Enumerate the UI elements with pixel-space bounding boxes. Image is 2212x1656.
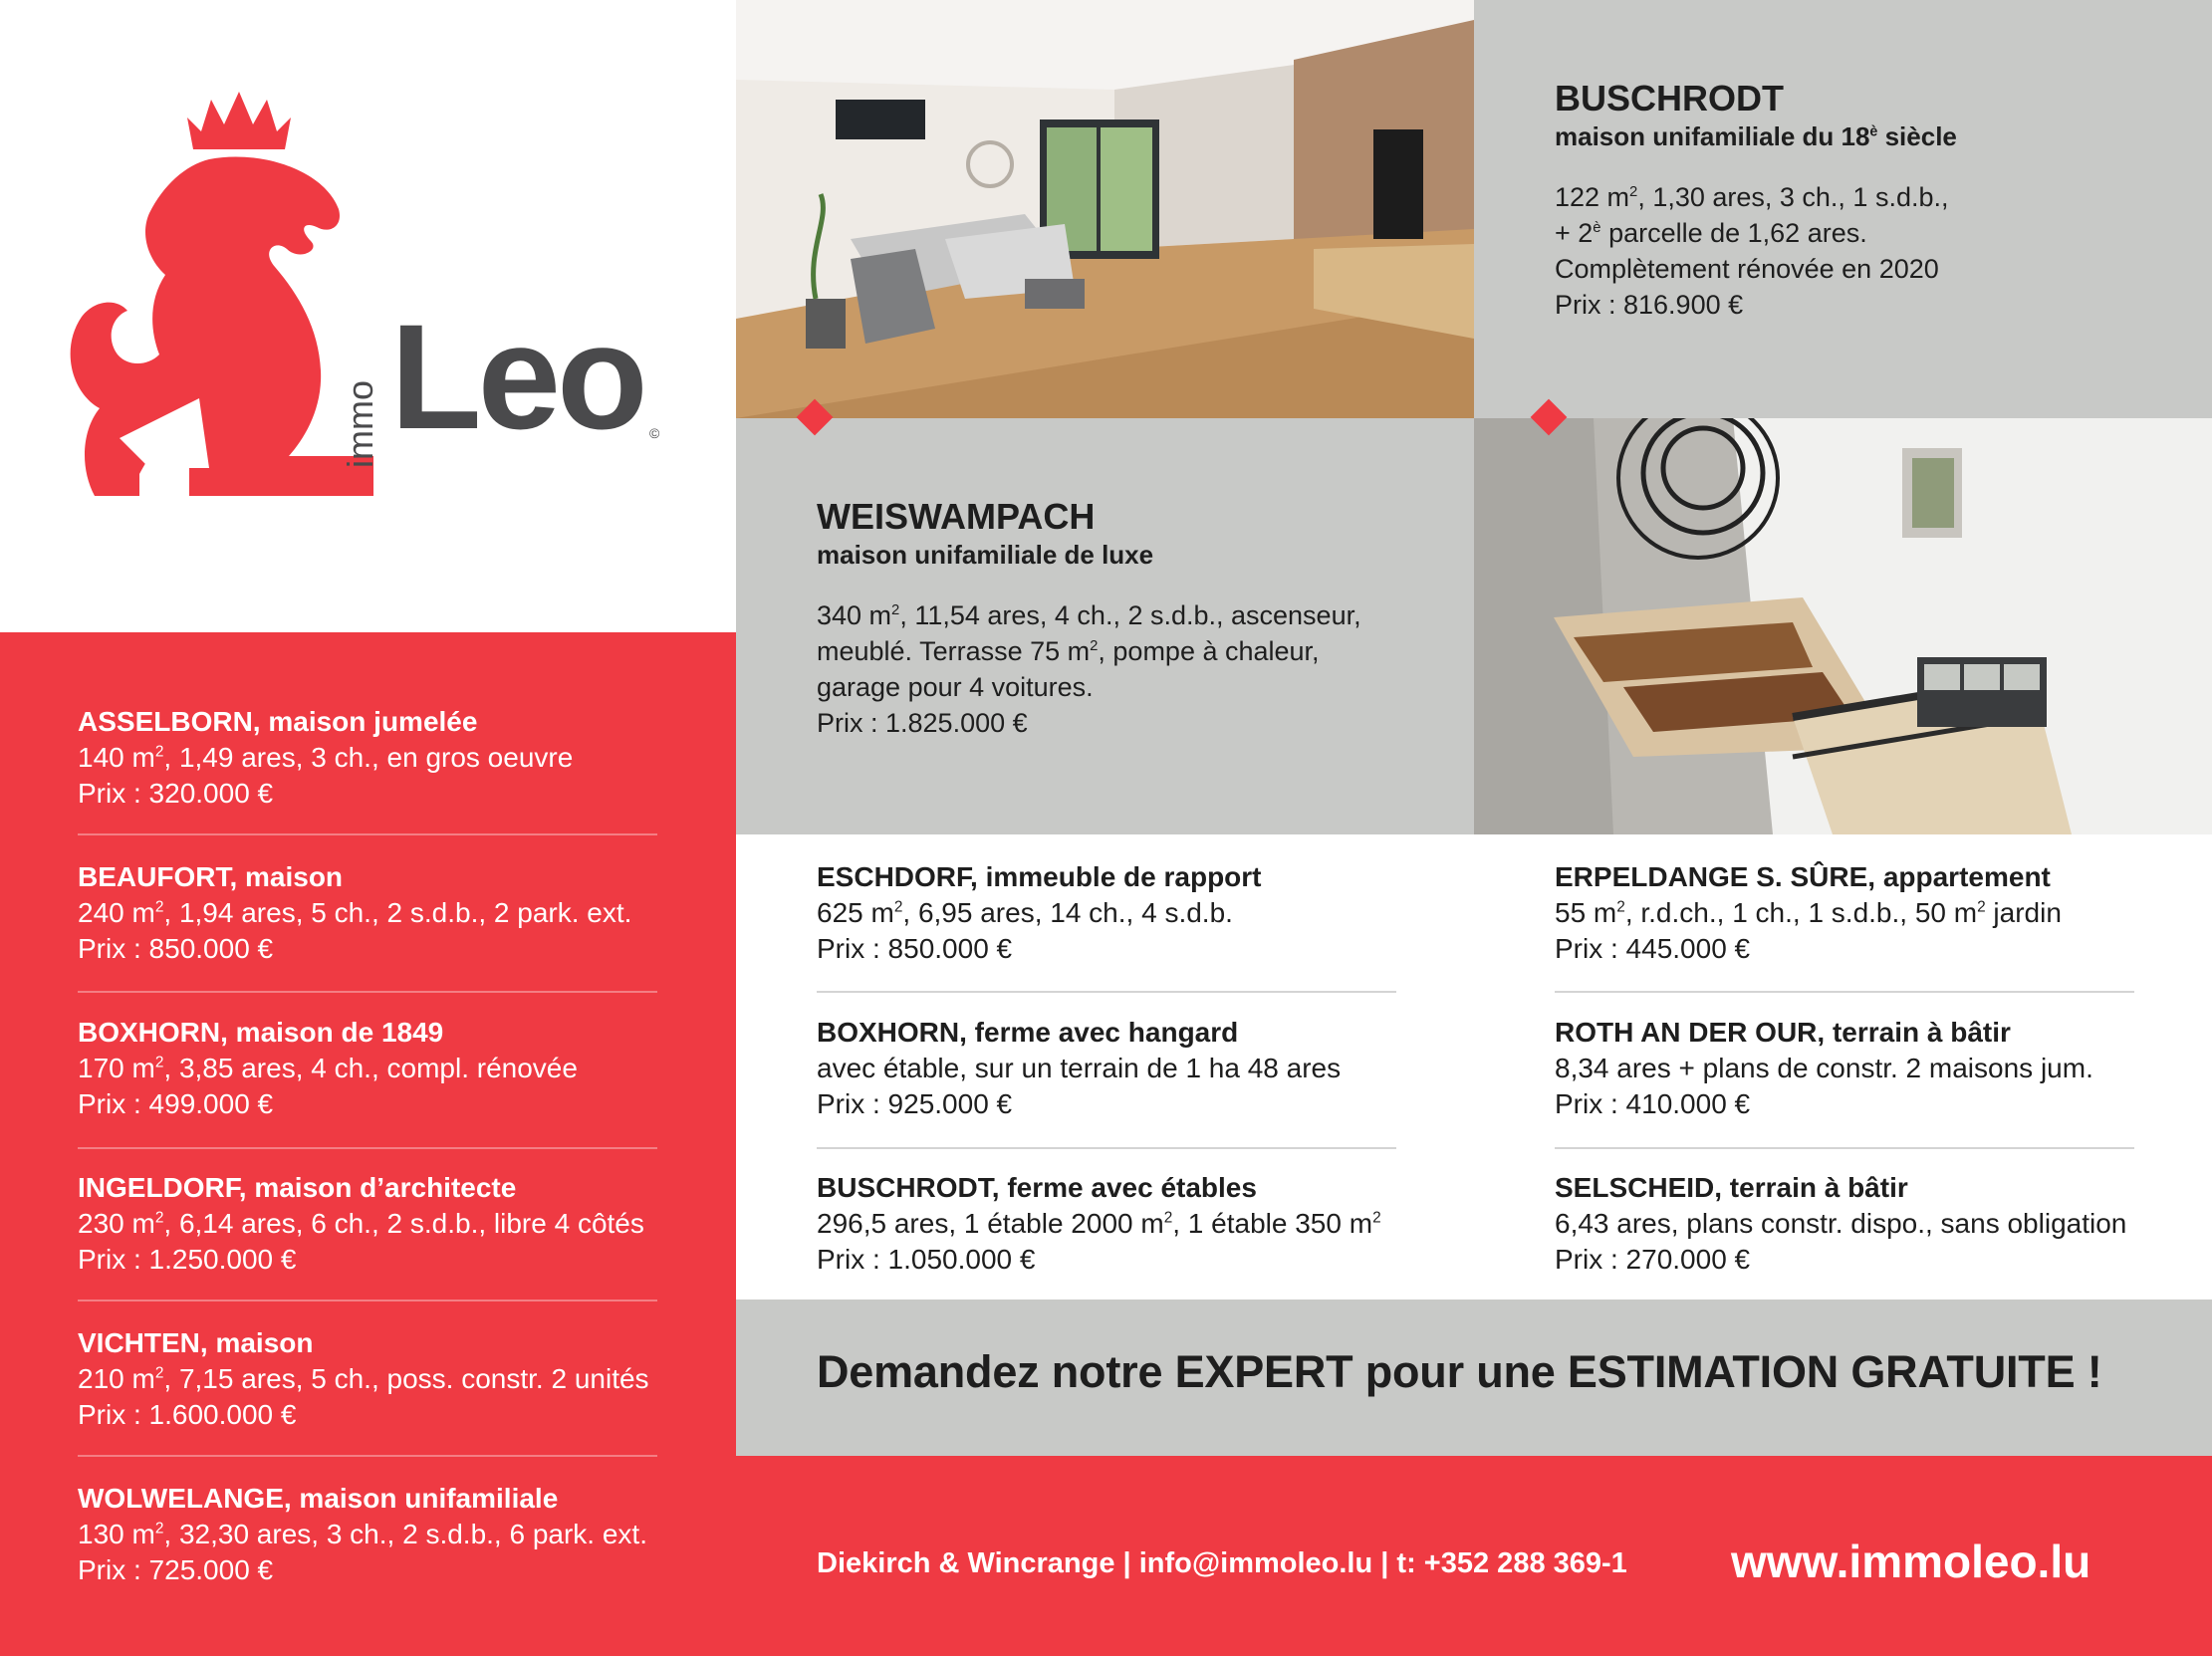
listing-details: 170 $m^2$, 3,85 ares, 4 ch., compl. rénovée [78, 1053, 578, 1083]
divider [78, 1147, 657, 1149]
listing-boxhorn [78, 1015, 657, 1122]
listing-details: 55 $m^2$, r.d.ch., 1 ch., 1 s.d.b., 50 $m^2$ jardin [1555, 897, 2062, 928]
listing-title: ROTH AN DER OUR, terrain à bâtir [1555, 1017, 2011, 1048]
divider [1555, 1147, 2134, 1149]
listing-price: Prix : 1.600.000 € [78, 1399, 297, 1430]
listing-price: Prix : 1.250.000 € [78, 1244, 297, 1275]
featured-price: Prix : 816.900 € [1555, 290, 1744, 320]
listing-price: Prix : 850.000 € [78, 933, 274, 964]
listing-eschdorf [817, 859, 1394, 967]
website-link[interactable]: www.immoleo.lu [1731, 1536, 2091, 1587]
listing-title: VICHTEN, maison [78, 1327, 314, 1358]
listing-title: WOLWELANGE, maison unifamiliale [78, 1483, 559, 1514]
lion-icon [71, 156, 373, 496]
listing-boxhorn-ferme [817, 1015, 1394, 1122]
featured-subtitle: maison unifamiliale du $18^è$ siècle [1555, 121, 1957, 151]
divider [78, 833, 657, 835]
listing-roth [1555, 1015, 2132, 1122]
brand-prefix: immo [340, 380, 380, 468]
footer-contact[interactable]: Diekirch & Wincrange | info@immoleo.lu | t: +352 288 369-1 [817, 1547, 1627, 1579]
featured-details: 122 $m^2$, 1,30 ares, 3 ch., 1 s.d.b., + $2^è$ parcelle de 1,62 ares. Complètement rénovée en 2020 Prix : 816.900 € [1555, 179, 1957, 323]
immoleo-logo [0, 0, 736, 632]
listing-title: INGELDORF, maison d’architecte [78, 1172, 517, 1203]
divider [817, 991, 1396, 993]
featured-details: 340 $m^2$, 11,54 ares, 4 ch., 2 s.d.b., ascenseur, meublé. Terrasse 75 $m^2$, pompe à chaleur, garage pour 4 voitures. Prix : 1.825.000 € [817, 597, 1361, 741]
listing-price: Prix : 320.000 € [78, 778, 274, 809]
listing-details: 140 $m^2$, 1,49 ares, 3 ch., en gros oeuvre [78, 742, 574, 773]
listing-price: Prix : 850.000 € [817, 933, 1013, 964]
brand-name: Leo [390, 293, 644, 460]
listing-price: Prix : 410.000 € [1555, 1088, 1751, 1119]
listing-details: 6,43 ares, plans constr. dispo., sans obligation [1555, 1208, 2127, 1239]
logo-panel [0, 0, 736, 632]
listing-details: 210 $m^2$, 7,15 ares, 5 ch., poss. constr. 2 unités [78, 1363, 649, 1394]
listing-vichten [78, 1325, 657, 1433]
listing-details: avec étable, sur un terrain de 1 ha 48 ares [817, 1053, 1342, 1083]
listing-erpeldange [1555, 859, 2132, 967]
featured-weiswampach [736, 418, 1474, 834]
featured-title: BUSCHRODT [1555, 78, 1784, 118]
crown-icon [187, 92, 291, 149]
listing-price: Prix : 925.000 € [817, 1088, 1013, 1119]
listing-buschrodt-ferme [817, 1170, 1394, 1278]
listing-details: 296,5 ares, 1 étable 2000 $m^2$, 1 étable 350 $m^2$ [817, 1208, 1381, 1239]
listing-ingeldorf [78, 1170, 657, 1278]
copyright-mark: © [649, 425, 660, 441]
listing-price: Prix : 725.000 € [78, 1554, 274, 1585]
listing-beaufort [78, 859, 657, 967]
listing-price: Prix : 499.000 € [78, 1088, 274, 1119]
cta-text: Demandez notre EXPERT pour une ESTIMATION GRATUITE ! [817, 1346, 2102, 1397]
divider [78, 1455, 657, 1457]
staircase-photo [1474, 418, 2212, 834]
listing-selscheid [1555, 1170, 2132, 1278]
listing-asselborn [78, 704, 657, 812]
listing-title: SELSCHEID, terrain à bâtir [1555, 1172, 1908, 1203]
listing-title: BOXHORN, maison de 1849 [78, 1017, 444, 1048]
divider [817, 1147, 1396, 1149]
listing-price: Prix : 445.000 € [1555, 933, 1751, 964]
listing-title: BUSCHRODT, ferme avec étables [817, 1172, 1257, 1203]
listing-title: BOXHORN, ferme avec hangard [817, 1017, 1239, 1048]
listing-price: Prix : 270.000 € [1555, 1244, 1751, 1275]
listing-wolwelange [78, 1481, 657, 1588]
divider [78, 1300, 657, 1301]
listing-details: 240 $m^2$, 1,94 ares, 5 ch., 2 s.d.b., 2 park. ext. [78, 897, 632, 928]
listing-title: BEAUFORT, maison [78, 861, 344, 892]
listing-title: ESCHDORF, immeuble de rapport [817, 861, 1262, 892]
listing-details: 130 $m^2$, 32,30 ares, 3 ch., 2 s.d.b., 6 park. ext. [78, 1519, 647, 1549]
featured-title: WEISWAMPACH [817, 496, 1096, 537]
listing-price: Prix : 1.050.000 € [817, 1244, 1036, 1275]
listing-details: 230 $m^2$, 6,14 ares, 6 ch., 2 s.d.b., libre 4 côtés [78, 1208, 644, 1239]
featured-price: Prix : 1.825.000 € [817, 708, 1028, 738]
listing-title: ASSELBORN, maison jumelée [78, 706, 478, 737]
listing-details: 625 $m^2$, 6,95 ares, 14 ch., 4 s.d.b. [817, 897, 1233, 928]
listing-details: 8,34 ares + plans de constr. 2 maisons jum. [1555, 1053, 2093, 1083]
divider [1555, 991, 2134, 993]
divider [78, 991, 657, 993]
featured-subtitle: maison unifamiliale de luxe [817, 540, 1154, 570]
listing-title: ERPELDANGE S. SÛRE, appartement [1555, 861, 2051, 892]
featured-buschrodt [1474, 0, 2212, 418]
living-room-photo [736, 0, 1474, 418]
